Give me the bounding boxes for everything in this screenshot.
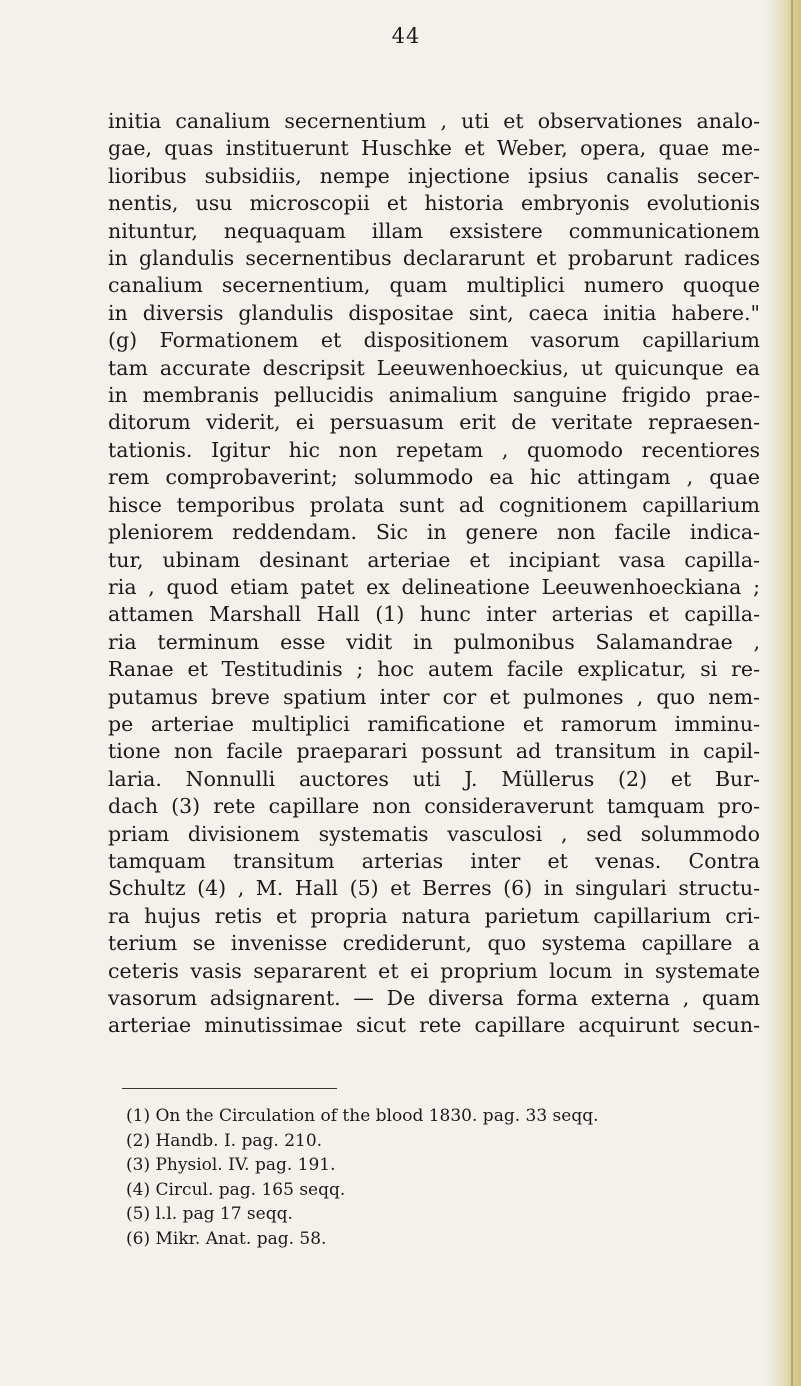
footnote-rule <box>122 1088 337 1089</box>
text-line: canalium secernentium, quam multiplici numero quoque <box>108 273 760 298</box>
text-line: dach (3) rete capillare non consideraverunt tamquam pro- <box>108 794 760 819</box>
text-line: in diversis glandulis dispositae sint, caeca initia habere." <box>108 300 760 325</box>
text-line: tationis. Igitur hic non repetam , quomodo recentiores <box>108 437 760 462</box>
text-line: arteriae minutissimae sicut rete capillare acquirunt secun- <box>108 1013 760 1038</box>
text-line: rem comprobaverint; solummodo ea hic attingam , quae <box>108 465 760 490</box>
text-line: tur, ubinam desinant arteriae et incipiant vasa capilla- <box>108 547 760 572</box>
page-edge <box>763 0 801 1386</box>
text-line: nentis, usu microscopii et historia embryonis evolutionis <box>108 191 760 216</box>
footnote: (3) Physiol. IV. pag. 191. <box>126 1155 336 1176</box>
text-line: initia canalium secernentium , uti et observationes analo- <box>108 109 760 133</box>
text-line: pleniorem reddendam. Sic in genere non facile indica- <box>108 520 760 545</box>
text-line: tam accurate descripsit Leeuwenhoeckius, ut quicunque ea <box>108 355 760 380</box>
footnote: (2) Handb. I. pag. 210. <box>126 1130 323 1151</box>
text-line: tione non facile praeparari possunt ad transitum in capil- <box>108 739 760 764</box>
footnote: (5) l.l. pag 17 seqq. <box>126 1204 293 1225</box>
text-line: ditorum viderit, ei persuasum erit de veritate repraesen- <box>108 410 760 435</box>
text-line: Schultz (4) , M. Hall (5) et Berres (6) in singulari structu- <box>108 876 760 901</box>
text-line: attamen Marshall Hall (1) hunc inter arterias et capilla- <box>108 602 760 627</box>
text-line: Ranae et Testitudinis ; hoc autem facile explicatur, si re- <box>108 657 760 682</box>
text-line: laria. Nonnulli auctores uti J. Müllerus (2) et Bur- <box>108 766 760 791</box>
text-line: terium se invenisse crediderunt, quo systema capillare a <box>108 931 760 956</box>
text-line: lioribus subsidiis, nempe injectione ipsius canalis secer- <box>108 163 760 188</box>
text-line: ceteris vasis separarent et ei proprium locum in systemate <box>108 958 760 983</box>
text-line: gae, quas instituerunt Huschke et Weber, opera, quae me- <box>108 136 760 161</box>
footnote: (4) Circul. pag. 165 seqq. <box>126 1179 346 1200</box>
main-text <box>108 108 760 1040</box>
text-line: priam divisionem systematis vasculosi , sed solummodo <box>108 821 760 846</box>
text-line: ria terminum esse vidit in pulmonibus Salamandrae , <box>108 629 760 654</box>
text-line: tamquam transitum arterias inter et venas. Contra <box>108 848 760 873</box>
page-number: 44 <box>391 24 421 48</box>
text-line: putamus breve spatium inter cor et pulmones , quo nem- <box>108 684 760 709</box>
text-line: hisce temporibus prolata sunt ad cognitionem capillarium <box>108 492 760 517</box>
text-line: (g) Formationem et dispositionem vasorum capillarium <box>108 328 760 353</box>
footnotes <box>126 1104 686 1252</box>
text-line: in membranis pellucidis animalium sanguine frigido prae- <box>108 383 760 408</box>
text-line: ra hujus retis et propria natura parietum capillarium cri- <box>108 903 760 928</box>
text-line: ria , quod etiam patet ex delineatione Leeuwenhoeckiana ; <box>108 574 760 599</box>
footnote: (1) On the Circulation of the blood 1830. pag. 33 seqq. <box>126 1106 599 1126</box>
footnote: (6) Mikr. Anat. pag. 58. <box>126 1228 327 1249</box>
text-line: vasorum adsignarent. — De diversa forma externa , quam <box>108 986 760 1010</box>
text-line: nituntur, nequaquam illam exsistere communicationem <box>108 218 760 243</box>
text-line: pe arteriae multiplici ramificatione et ramorum imminu- <box>108 711 760 736</box>
page-edge-shadow <box>791 0 793 1386</box>
text-line: in glandulis secernentibus declararunt et probarunt radices <box>108 246 760 271</box>
